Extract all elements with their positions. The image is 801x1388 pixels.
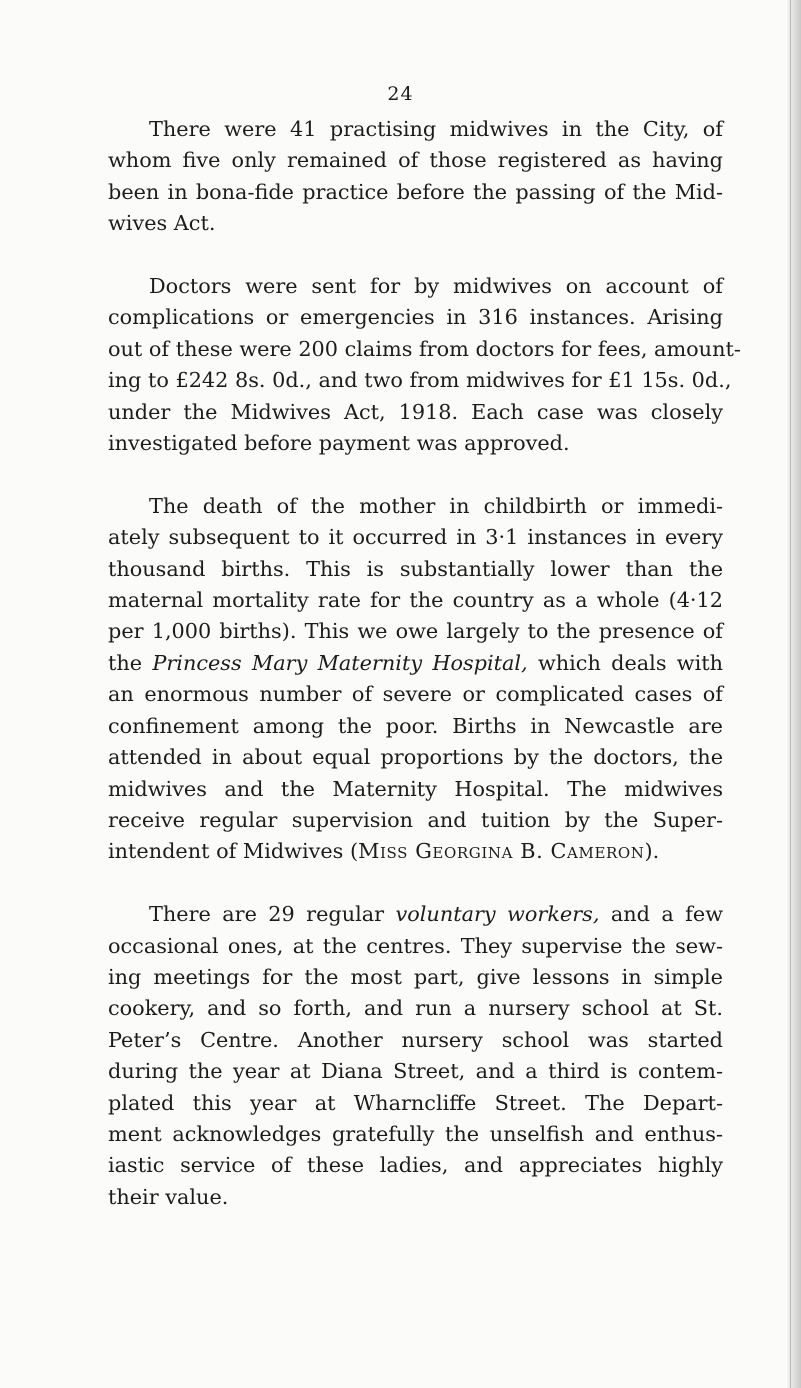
paragraph-midwives-count: [108, 114, 723, 240]
text-line: per 1,000 births). This we owe largely to the presence of: [108, 619, 723, 644]
text-line: their value.: [108, 1184, 229, 1209]
text-line: Peter’s Centre. Another nursery school was started: [108, 1027, 723, 1052]
text-line: iastic service of these ladies, and appreciates highly: [108, 1153, 723, 1178]
text-line: attended in about equal proportions by the doctors, the: [108, 745, 723, 770]
text-line: cookery, and so forth, and run a nursery school at St.: [108, 996, 723, 1021]
text-line: plated this year at Wharncliffe Street. The Depart-: [108, 1090, 723, 1115]
voluntary-workers-italic: voluntary workers,: [395, 902, 600, 927]
text-run: There are 29 regular: [149, 902, 396, 927]
text-line: complications or emergencies in 316 instances. Arising: [108, 305, 723, 330]
text-line: [108, 836, 723, 867]
text-line: confinement among the poor. Births in Newcastle are: [108, 713, 723, 738]
text-run: which deals with: [527, 650, 723, 675]
text-line: thousand births. This is substantially lower than the: [108, 556, 723, 581]
text-line: The death of the mother in childbirth or immedi-: [149, 493, 723, 518]
text-line: been in bona-fide practice before the passing of the Mid-: [108, 179, 723, 204]
text-line: midwives and the Maternity Hospital. The midwives: [108, 776, 723, 801]
text-run: ).: [644, 839, 660, 864]
text-line: [108, 899, 723, 930]
page-number: 24: [387, 83, 414, 105]
text-line: under the Midwives Act, 1918. Each case was closely: [108, 399, 723, 424]
text-line: ment acknowledges gratefully the unselfish and enthus-: [108, 1121, 723, 1146]
hospital-name-italic: Princess Mary Maternity Hospital,: [152, 650, 528, 675]
superintendent-name-smallcaps: Miss Georgina B. Cameron: [358, 839, 645, 864]
text-line: during the year at Diana Street, and a third is contem-: [108, 1059, 723, 1084]
text-line: maternal mortality rate for the country as a whole (4·12: [108, 588, 723, 613]
page-body: [108, 114, 741, 1213]
text-line: out of these were 200 claims from doctors for fees, amount-: [108, 336, 741, 361]
paragraph-voluntary-workers: [108, 899, 723, 1213]
paragraph-maternal-mortality: [108, 491, 723, 868]
text-line: ately subsequent to it occurred in 3·1 instances in every: [108, 525, 723, 550]
text-run: and a few: [599, 902, 723, 927]
text-line: [108, 648, 723, 679]
text-line: receive regular supervision and tuition by the Super-: [108, 807, 723, 832]
text-line: ing meetings for the most part, give lessons in simple: [108, 964, 723, 989]
text-run: the: [108, 650, 153, 675]
text-line: investigated before payment was approved.: [108, 431, 570, 456]
text-run: intendent of Midwives (: [108, 839, 359, 864]
text-line: There were 41 practising midwives in the City, of: [149, 117, 723, 141]
page-edge-line: [790, 0, 791, 1388]
text-line: wives Act.: [108, 211, 216, 236]
text-line: ing to £242 8s. 0d., and two from midwives for £1 15s. 0d.,: [108, 368, 732, 393]
text-line: occasional ones, at the centres. They supervise the sew-: [108, 933, 723, 958]
text-line: whom five only remained of those registered as having: [108, 148, 723, 173]
text-line: Doctors were sent for by midwives on account of: [149, 274, 723, 299]
text-line: an enormous number of severe or complicated cases of: [108, 682, 723, 707]
paragraph-doctors-claims: [108, 271, 741, 459]
